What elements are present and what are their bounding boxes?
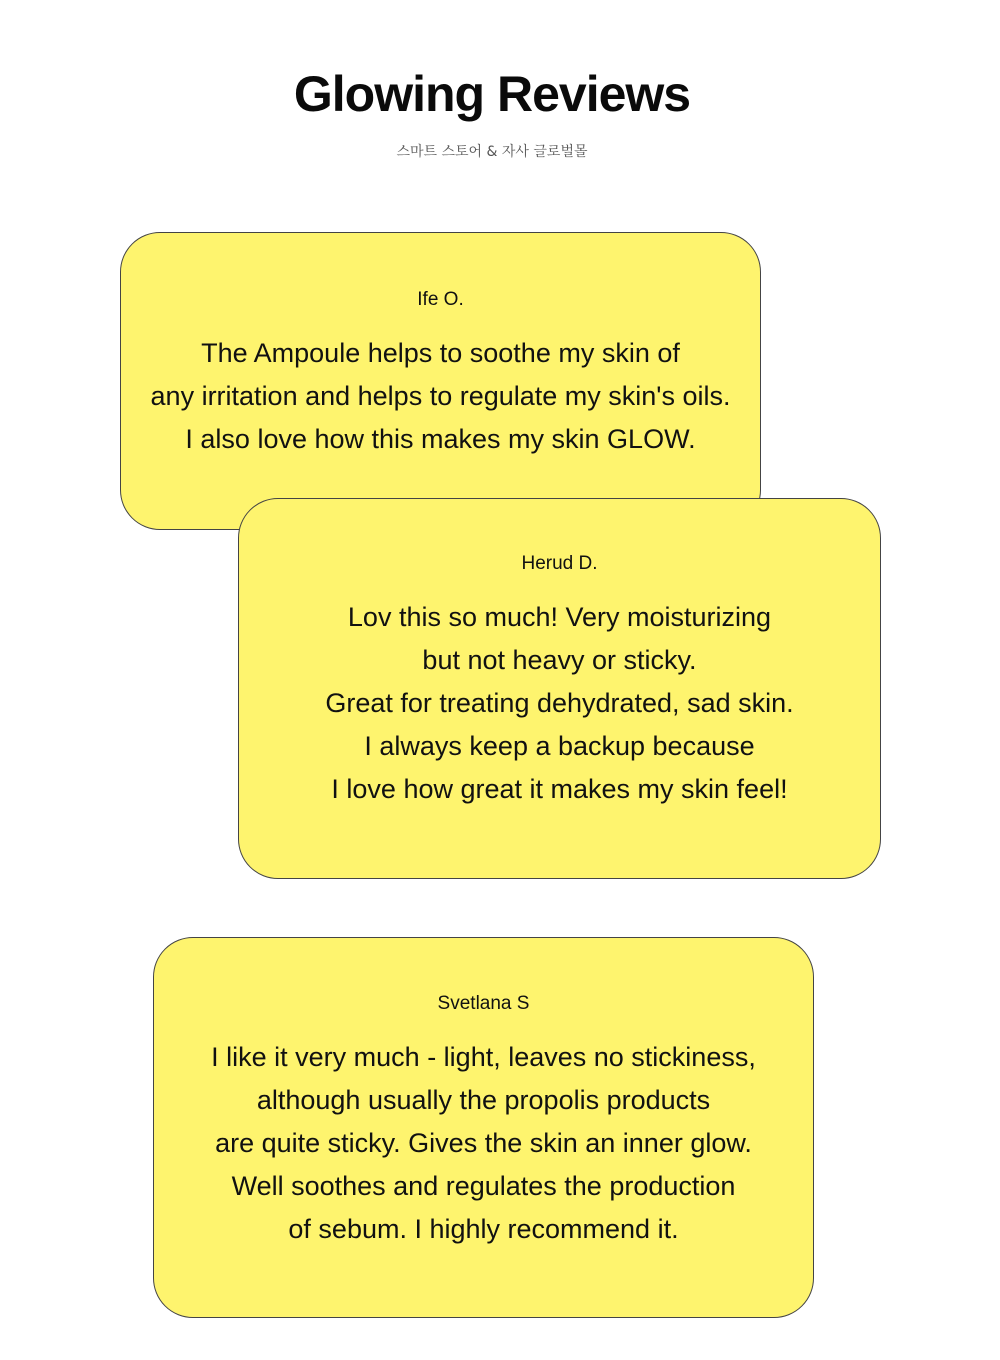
review-text xyxy=(239,596,880,811)
review-line: but not heavy or sticky. xyxy=(422,645,697,675)
reviewer-name: Ife O. xyxy=(417,289,464,310)
review-line: I always keep a backup because xyxy=(364,731,755,761)
review-card xyxy=(238,498,881,879)
review-line: Lov this so much! Very moisturizing xyxy=(347,602,772,632)
review-line: although usually the propolis products xyxy=(256,1085,711,1115)
page-subtitle: 스마트 스토어 & 자사 글로벌몰 xyxy=(396,144,588,160)
review-line: I like it very much - light, leaves no stickiness, xyxy=(211,1042,756,1072)
reviewer-name: Herud D. xyxy=(521,553,598,574)
review-text xyxy=(121,332,760,461)
review-line: Great for treating dehydrated, sad skin. xyxy=(325,688,794,718)
reviewer-name: Svetlana S xyxy=(437,993,530,1014)
review-line: any irritation and helps to regulate my skin's oils. xyxy=(150,381,731,411)
review-card xyxy=(153,937,814,1318)
review-line: Well soothes and regulates the production xyxy=(231,1171,736,1201)
review-line: I also love how this makes my skin GLOW. xyxy=(185,424,696,454)
review-line: are quite sticky. Gives the skin an inner glow. xyxy=(215,1128,752,1158)
page-title: Glowing Reviews xyxy=(293,66,691,122)
review-line: of sebum. I highly recommend it. xyxy=(288,1214,679,1244)
review-line: The Ampoule helps to soothe my skin of xyxy=(201,338,680,368)
review-text xyxy=(154,1036,813,1251)
review-card xyxy=(120,232,761,530)
review-line: I love how great it makes my skin feel! xyxy=(331,774,788,804)
